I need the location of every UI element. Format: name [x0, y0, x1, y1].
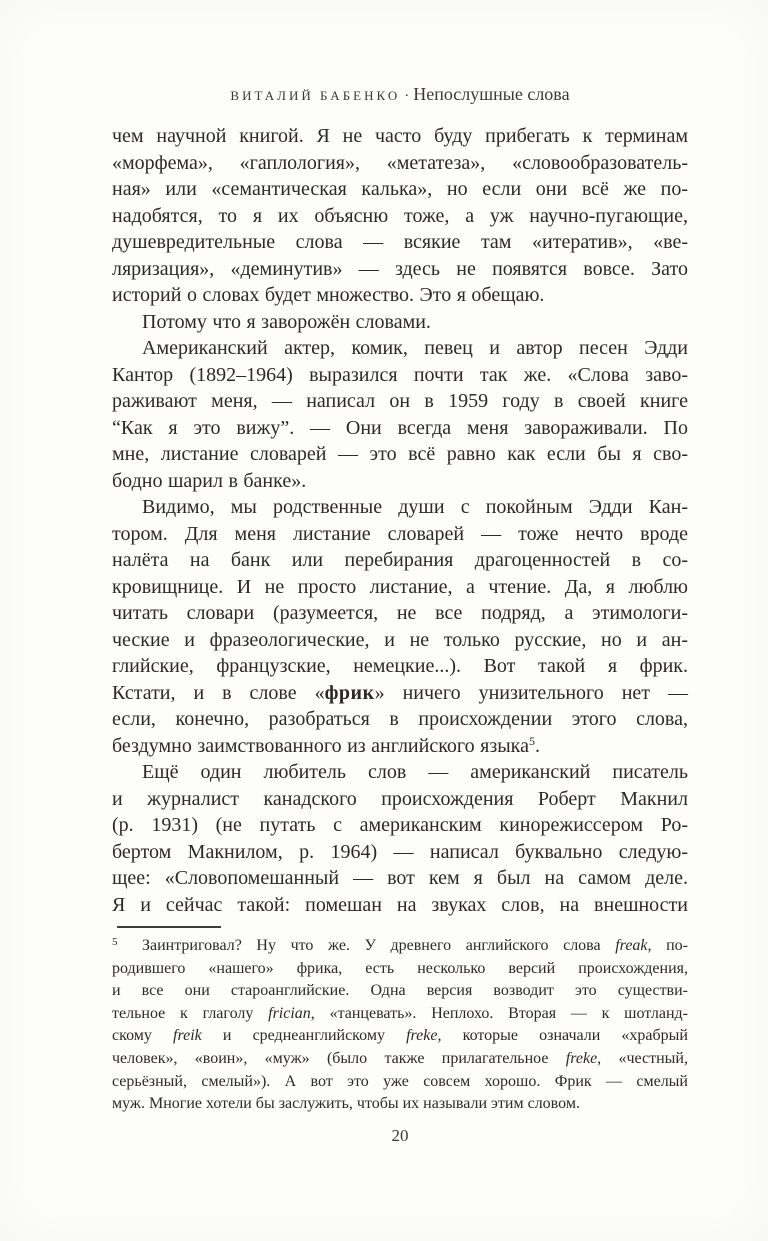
text-line: надобятся, то я их объясню тоже, а уж научно-пугающие,: [112, 204, 688, 227]
text-segment-it: frician: [268, 1004, 311, 1022]
footnote-separator-rule: [117, 926, 221, 928]
text-line: глийские, французские, немецкие...). Вот такой я фрик.: [112, 655, 688, 677]
text-line: щее: «Словопомешанный — вот кем я был на самом деле.: [112, 867, 688, 889]
text-line: ческие и фразеологические, и не только русские, но и ан-: [112, 628, 688, 651]
footnote-line: тельное к глаголу frician, «танцевать». Неплохо. Вторая — к шотланд-: [112, 1004, 689, 1022]
footnote-line: серьёзный, смелый»). А вот это уже совсем хорошо. Фрик — смелый: [112, 1072, 688, 1090]
text-segment-b: фрик: [324, 681, 375, 704]
footnote-line: скому freik и среднеанглийскому freke, которые означали «храбрый: [112, 1027, 688, 1045]
text-line: чем научной книгой. Я не часто буду прибегать к терминам: [112, 125, 688, 147]
running-head-author: ВИТАЛИЙ БАБЕНКО: [230, 88, 401, 103]
text-line: (р. 1931) (не путать с американским кинорежиссером Ро-: [112, 814, 688, 836]
text-line: налёта на банк или перебирания драгоценностей в со-: [112, 549, 688, 571]
footnote: [112, 926, 688, 1116]
footnote-line: муж. Многие хотели бы заслужить, чтобы их называли этим словом.: [112, 1095, 580, 1113]
text-line: бертом Макнилом, р. 1964) — написал буквально следую-: [112, 840, 688, 863]
footnote-line: человек», «воин», «муж» (было также прилагательное freke, «честный,: [112, 1049, 688, 1067]
footnote-line: и все они староанглийские. Одна версия возводит это существи-: [112, 982, 688, 1000]
text-line: “Как я это вижу”. — Они всегда меня завораживали. По: [112, 416, 688, 439]
text-line: мне, листание словарей — это всё равно как если бы я сво-: [112, 443, 688, 465]
text-line: Ещё один любитель слов — американский писатель: [142, 761, 688, 783]
text-line: душевредительные слова — всякие там «итератив», «ве-: [112, 231, 688, 253]
footnote-reference: 5: [528, 733, 535, 748]
text-line: бездумно заимствованного из английского языка$^5$.: [112, 733, 540, 757]
body-text: [112, 123, 688, 918]
text-segment-it: freak: [615, 937, 648, 954]
text-line: Кантор (1892–1964) выразился почти так же. «Слова заво-: [112, 363, 688, 386]
footnote-text: [112, 935, 688, 1116]
text-line: раживают меня, — написал он в 1959 году в своей книге: [112, 390, 688, 412]
footnote-line: 5 Заинтриговал? Ну что же. У древнего английского слова freak, по-: [112, 936, 689, 954]
text-line: если, конечно, разобраться в происхождении этого слова,: [112, 708, 688, 730]
text-line: Кстати, и в слове «фрик» ничего унизительного нет —: [112, 681, 688, 704]
text-line: ляризация», «деминутив» — здесь не появятся вовсе. Зато: [112, 257, 688, 280]
text-line: ная» или «семантическая калька», но если они всё же по-: [112, 178, 688, 200]
text-segment-it: freke: [565, 1049, 598, 1067]
text-segment-it: freke: [406, 1027, 438, 1045]
page-number: 20: [391, 1126, 409, 1145]
text-line: тором. Для меня листание словарей — тоже нечто вроде: [112, 522, 688, 545]
text-line: историй о словах будет множество. Это я обещаю.: [112, 284, 545, 306]
text-line: Потому что я заворожён словами.: [142, 310, 431, 333]
text-line: бодно шарил в банке».: [112, 469, 307, 492]
text-line: Американский актер, комик, певец и автор песен Эдди: [142, 337, 688, 359]
footnote-line: родившего «нашего» фрика, есть несколько версий происхождения,: [112, 959, 688, 977]
running-head-separator: ·: [404, 88, 410, 104]
text-segment-it: freik: [173, 1027, 202, 1045]
text-line: Я и сейчас такой: помешан на звуках слов, на внешности: [112, 893, 688, 916]
text-line: «морфема», «гаплология», «метатеза», «словообразователь-: [112, 151, 688, 174]
text-line: и журналист канадского происхождения Роберт Макнил: [112, 787, 688, 810]
running-head: [112, 84, 688, 105]
running-head-title: Непослушные слова: [413, 84, 570, 104]
text-line: Видимо, мы родственные души с покойным Эдди Кан-: [142, 496, 688, 518]
text-line: кровищнице. И не просто листание, а чтение. Да, я люблю: [112, 575, 688, 598]
text-line: читать словари (разумеется, не все подряд, а этимологи-: [112, 602, 688, 624]
